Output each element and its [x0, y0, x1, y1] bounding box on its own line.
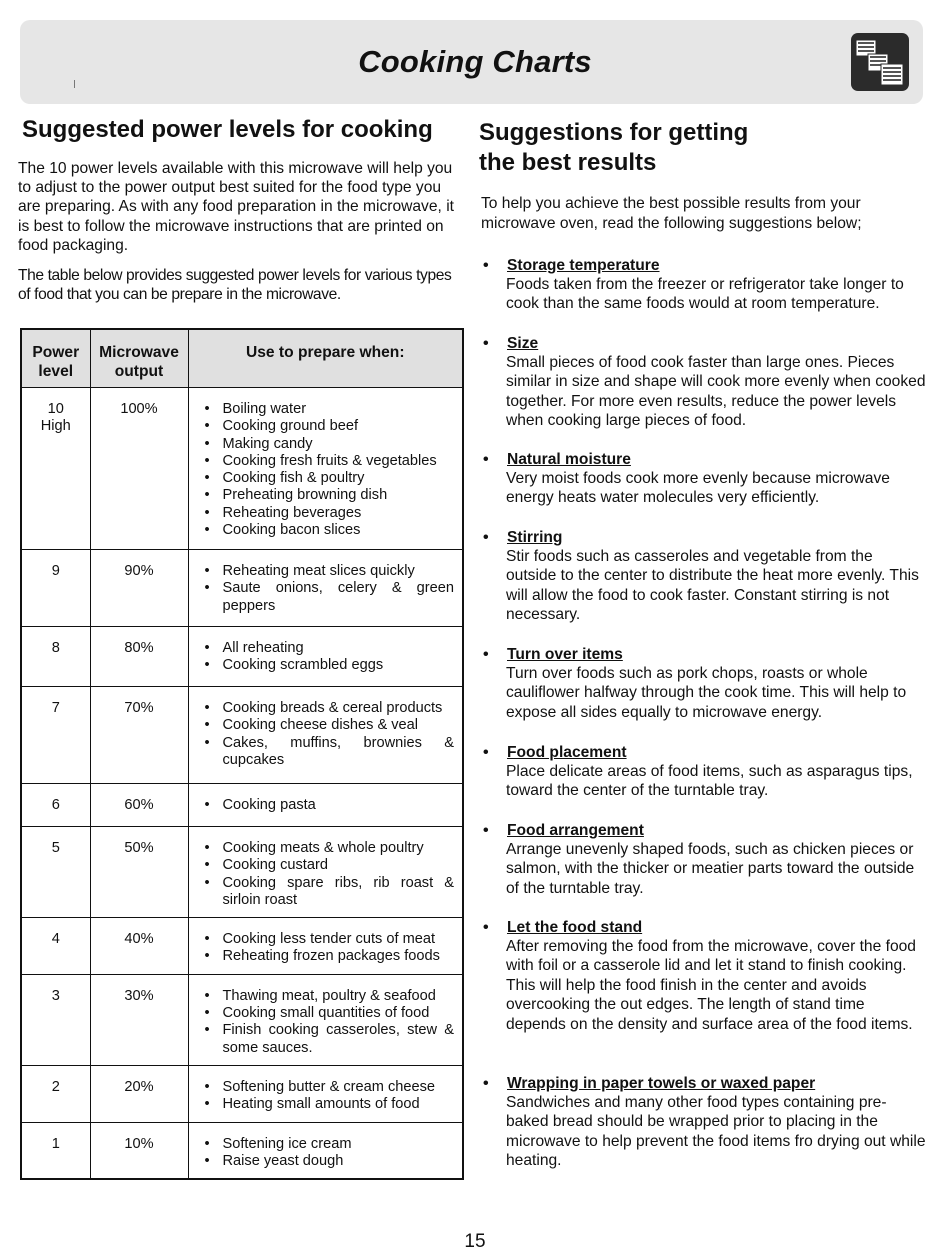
use-to-prepare-cell — [188, 784, 463, 827]
use-list — [205, 840, 455, 909]
suggestion-title: Storage temperature — [507, 257, 660, 274]
use-list-item: • Reheating beverages — [205, 505, 455, 522]
bullet-icon: • — [483, 822, 489, 839]
power-level-value: 6 — [51, 797, 60, 813]
suggestion-title: Food arrangement — [507, 822, 644, 839]
table-row — [21, 550, 463, 627]
power-levels-table-intro: The table below provides suggested power levels for various types of food that you can be prepare in the microwave. — [18, 267, 452, 304]
bullet-icon: • — [483, 744, 489, 761]
use-list — [205, 797, 455, 814]
microwave-output-cell: 60% — [90, 784, 188, 827]
header-tick-mark — [74, 80, 75, 88]
suggestion-title: Let the food stand — [507, 919, 643, 936]
power-level-value: 3 — [51, 987, 60, 1004]
use-list-item: • Cooking cheese dishes & veal — [205, 717, 455, 734]
table-row — [21, 974, 463, 1065]
use-to-prepare-cell — [188, 974, 463, 1065]
use-list-item: • Cooking fresh fruits & vegetables — [205, 453, 455, 470]
use-to-prepare-cell — [188, 1065, 463, 1122]
bullet-icon: • — [483, 1075, 489, 1092]
suggestion-body: Foods taken from the freezer or refrigerator take longer to cook than the same foods would at room temperature. — [506, 276, 904, 313]
power-levels-heading: Suggested power levels for cooking — [22, 116, 433, 143]
power-level-value: 10 — [47, 401, 64, 417]
use-list-item: • Heating small amounts of food — [205, 1096, 455, 1113]
table-row — [21, 918, 463, 975]
power-level-cell — [21, 687, 90, 784]
microwave-output-cell: 70% — [90, 687, 188, 784]
power-level-value: 4 — [51, 931, 60, 948]
power-level-cell — [21, 1122, 90, 1179]
use-list-item: • Cooking bacon slices — [205, 522, 455, 539]
power-level-cell — [21, 784, 90, 827]
use-list — [205, 1079, 455, 1114]
best-results-intro: To help you achieve the best possible results from your microwave oven, read the following suggestions below; — [481, 195, 862, 232]
use-list-item: • Softening butter & cream cheese — [205, 1079, 455, 1096]
use-list-item: • Thawing meat, poultry & seafood — [205, 988, 455, 1005]
suggestion-body: Very moist foods cook more evenly because microwave energy heats water molecules very efficiently. — [506, 470, 890, 507]
power-level-value: 2 — [51, 1078, 60, 1095]
table-row — [21, 1065, 463, 1122]
use-list-item: • Reheating meat slices quickly — [205, 563, 455, 580]
use-list — [205, 401, 455, 539]
microwave-output-cell: 40% — [90, 918, 188, 975]
use-list-item: • Saute onions, celery & green peppers — [205, 580, 455, 615]
use-list-item: • Cooking less tender cuts of meat — [205, 931, 455, 948]
power-level-cell — [21, 1065, 90, 1122]
suggestion-body: After removing the food from the microwave, cover the food with foil or a casserole lid and let it stand to finish cooking. This will help the food finish in the center and avoids overcooking the out edges. The length of stand time depends on the density and surface area of the food items. — [506, 938, 916, 1033]
use-list-item: • Cooking scrambled eggs — [205, 657, 455, 674]
bullet-icon: • — [483, 257, 489, 274]
table-row — [21, 1122, 463, 1179]
document-pages-icon — [851, 33, 909, 91]
power-level-cell — [21, 627, 90, 687]
use-list-item: • Cakes, muffins, brownies & cupcakes — [205, 735, 455, 770]
use-list — [205, 1136, 455, 1171]
use-list — [205, 988, 455, 1057]
use-list-item: • Cooking fish & poultry — [205, 470, 455, 487]
power-level-note: High — [40, 418, 71, 434]
use-list-item: • Cooking spare ribs, rib roast & sirloin roast — [205, 875, 455, 910]
suggestion-title: Food placement — [507, 744, 627, 761]
table-row — [21, 827, 463, 918]
suggestion-body: Arrange unevenly shaped foods, such as chicken pieces or salmon, with the thicker or meatier parts toward the outside of the turntable tray. — [506, 841, 915, 897]
use-list-item: • Cooking small quantities of food — [205, 1005, 455, 1022]
use-to-prepare-cell — [188, 687, 463, 784]
table-row — [21, 784, 463, 827]
use-list — [205, 931, 455, 966]
use-list — [205, 640, 455, 675]
suggestion-title: Stirring — [507, 529, 563, 546]
bullet-icon: • — [483, 646, 489, 663]
use-list-item: • Cooking meats & whole poultry — [205, 840, 455, 857]
table-header-row — [21, 329, 463, 388]
use-list-item: • Making candy — [205, 436, 455, 453]
suggestion-body: Turn over foods such as pork chops, roasts or whole cauliflower halfway through the cook time. This will help to expose all sides equally to microwave energy. — [506, 665, 907, 721]
suggestion-title: Natural moisture — [507, 451, 631, 468]
use-to-prepare-cell — [188, 827, 463, 918]
bullet-icon: • — [483, 919, 489, 936]
best-results-heading — [479, 118, 748, 178]
use-list-item: • Raise yeast dough — [205, 1153, 455, 1170]
power-level-cell — [21, 974, 90, 1065]
use-to-prepare-cell — [188, 918, 463, 975]
use-to-prepare-cell — [188, 1122, 463, 1179]
use-list-item: • Softening ice cream — [205, 1136, 455, 1153]
use-list — [205, 563, 455, 615]
page-title: Cooking Charts — [358, 44, 592, 79]
power-levels-table — [20, 328, 464, 1180]
suggestion-body: Small pieces of food cook faster than large ones. Pieces similar in size and shape will cook more evenly when cooked together. For more even results, reduce the power levels when cooking large pieces of food. — [506, 354, 926, 430]
microwave-output-cell: 20% — [90, 1065, 188, 1122]
use-list-item: • Cooking breads & cereal products — [205, 700, 455, 717]
power-level-value: 7 — [51, 700, 60, 716]
suggestion-title: Turn over items — [507, 646, 623, 663]
use-list-item: • Boiling water — [205, 401, 455, 418]
power-level-value: 9 — [51, 563, 60, 579]
suggestion-title: Size — [507, 335, 539, 352]
use-list-item: • All reheating — [205, 640, 455, 657]
best-results-heading-line1: Suggestions for getting — [479, 119, 749, 146]
bullet-icon: • — [483, 335, 489, 352]
header-use-to-prepare: Use to prepare when: — [188, 329, 463, 388]
microwave-output-cell: 90% — [90, 550, 188, 627]
power-levels-intro: The 10 power levels available with this microwave will help you to adjust to the power output best suited for the food type you are preparing. As with any food preparation in the microwave, it is best to follow the microwave instructions that are printed on food packaging. — [18, 160, 454, 254]
microwave-output-cell: 80% — [90, 627, 188, 687]
bullet-icon: • — [483, 451, 489, 468]
power-level-value: 1 — [51, 1135, 60, 1152]
use-to-prepare-cell — [188, 388, 463, 550]
use-list-item: • Preheating browning dish — [205, 487, 455, 504]
power-level-value: 5 — [51, 840, 60, 856]
bullet-icon: • — [483, 529, 489, 546]
power-level-cell — [21, 550, 90, 627]
use-to-prepare-cell — [188, 627, 463, 687]
suggestion-title: Wrapping in paper towels or waxed paper — [507, 1075, 816, 1092]
microwave-output-cell: 100% — [90, 388, 188, 550]
table-row — [21, 687, 463, 784]
best-results-heading-line2: the best results — [479, 149, 657, 176]
power-level-cell — [21, 827, 90, 918]
header-microwave-output: Microwave output — [90, 329, 188, 388]
table-row — [21, 388, 463, 550]
power-level-cell — [21, 388, 90, 550]
page-number: 15 — [464, 1231, 486, 1252]
use-list-item: • Reheating frozen packages foods — [205, 948, 455, 965]
use-to-prepare-cell — [188, 550, 463, 627]
suggestion-body: Sandwiches and many other food types containing pre-baked bread should be wrapped prior to placing in the microwave to help prevent the food items fro drying out while heating. — [506, 1094, 926, 1170]
microwave-output-cell: 30% — [90, 974, 188, 1065]
use-list-item: • Cooking ground beef — [205, 418, 455, 435]
table-row — [21, 627, 463, 687]
power-level-value: 8 — [51, 640, 60, 656]
power-level-cell — [21, 918, 90, 975]
suggestion-body: Place delicate areas of food items, such as asparagus tips, toward the center of the turntable tray. — [506, 763, 913, 800]
use-list-item: • Finish cooking casseroles, stew & some sauces. — [205, 1022, 455, 1057]
use-list-item: • Cooking custard — [205, 857, 455, 874]
header-power-level: Power level — [21, 329, 90, 388]
use-list — [205, 700, 455, 769]
microwave-output-cell: 50% — [90, 827, 188, 918]
microwave-output-cell: 10% — [90, 1122, 188, 1179]
use-list-item: • Cooking pasta — [205, 797, 455, 814]
suggestion-body: Stir foods such as casseroles and vegetable from the outside to the center to distribute the heat more evenly. This will allow the food to cook faster. Constant stirring is not necessary. — [506, 548, 919, 624]
